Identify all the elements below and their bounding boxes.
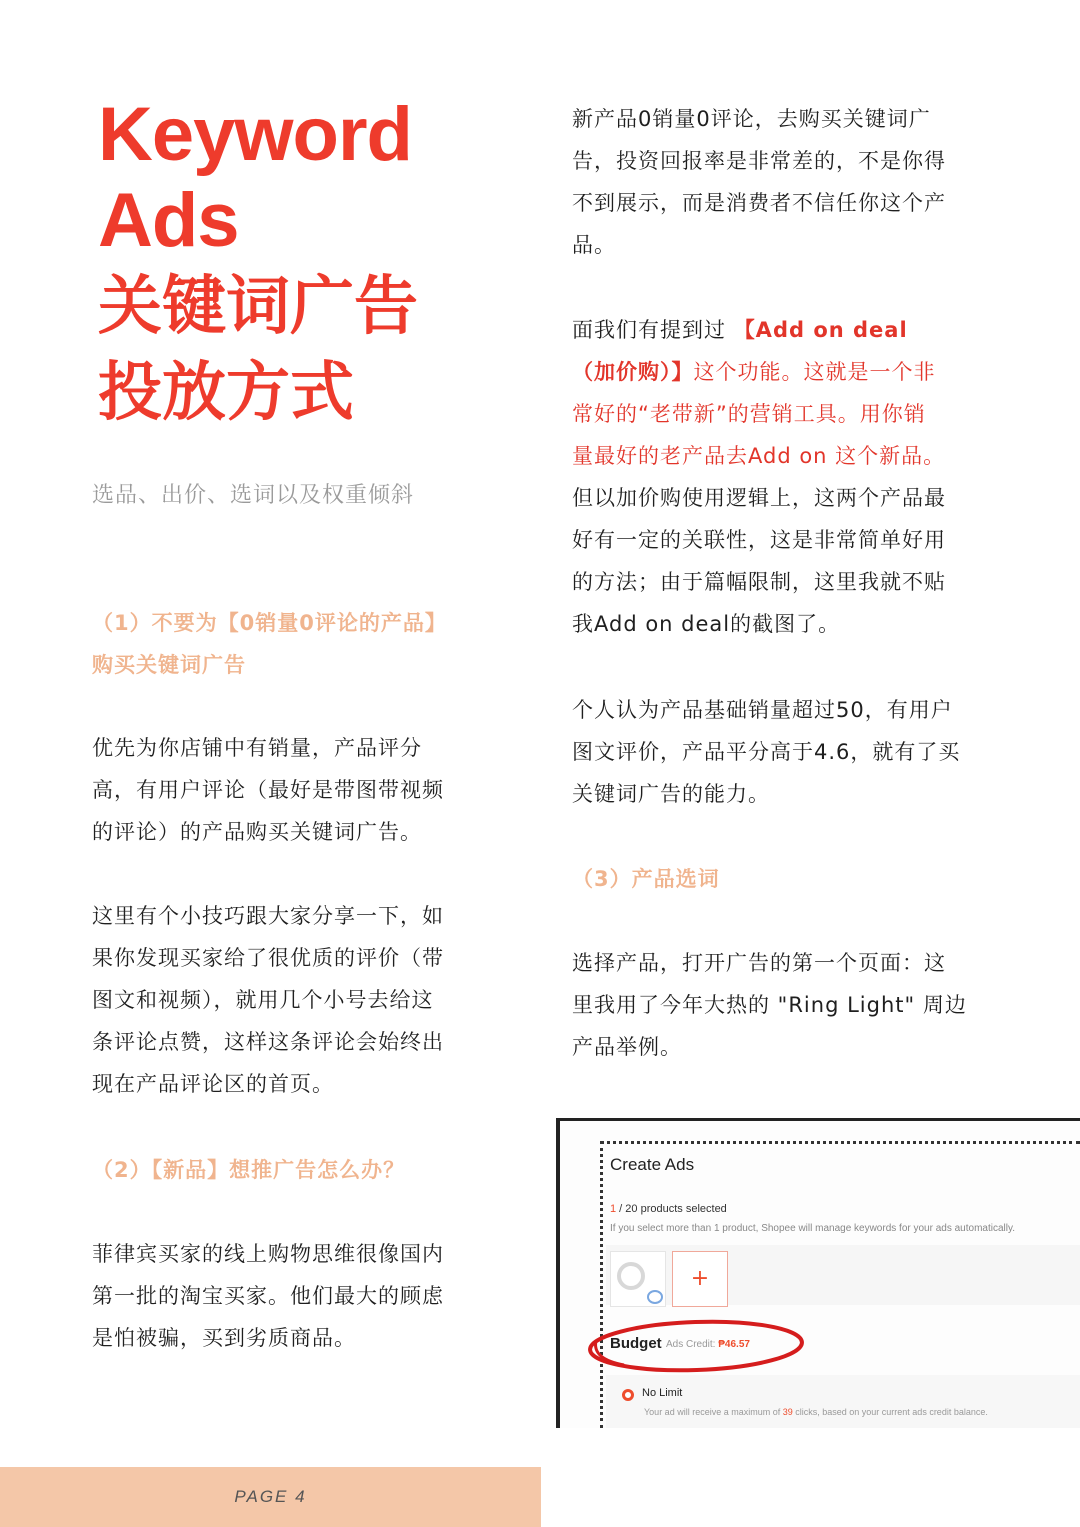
text-line: 果你发现买家给了很优质的评价（带 [92, 946, 444, 970]
text-line: 高，有用户评论（最好是带图带视频 [92, 778, 444, 802]
text-line: 图文和视频），就用几个小号去给这 [92, 988, 434, 1012]
text-line: 我Add on deal的截图了。 [572, 612, 841, 636]
limit-note [644, 1407, 988, 1417]
text-line: 个人认为产品基础销量超过50，有用户 [572, 698, 953, 722]
add-on-deal-highlight: 【Add on deal [733, 318, 908, 342]
text-span: 面我们有提到过 [572, 318, 734, 342]
create-ads-screenshot [556, 1118, 1080, 1428]
selection-note: If you select more than 1 product, Shopee will manage keywords for your ads automatically. [610, 1223, 1016, 1234]
text-line: 图文评价，产品平分高于4.6，就有了买 [572, 740, 961, 764]
products-selected-count [610, 1203, 727, 1215]
text-line: 但以加价购使用逻辑上，这两个产品最 [572, 486, 946, 510]
budget-label: Budget [610, 1335, 662, 1352]
create-ads-title: Create Ads [610, 1155, 695, 1174]
add-on-deal-cn-highlight: （加价购）】 [572, 360, 694, 384]
add-product-button[interactable]: + [672, 1251, 728, 1307]
text-line: 好有一定的关联性，这是非常简单好用 [572, 528, 946, 552]
section-heading-2: （2）【新品】想推广告怎么办？ [92, 1158, 406, 1182]
text-line [572, 351, 1012, 393]
paragraph-right-3 [572, 689, 1012, 815]
heading-line: 购买关键词广告 [92, 653, 246, 677]
limit-strip [606, 1375, 1080, 1428]
selected-text: / 20 products selected [616, 1203, 727, 1215]
dotted-border [600, 1141, 1080, 1144]
text-line: 这里有个小技巧跟大家分享一下，如 [92, 904, 444, 928]
limit-note-text: clicks, based on your current ads credit balance. [792, 1407, 988, 1417]
text-line: 的评论）的产品购买关键词广告。 [92, 820, 422, 844]
title-line-cn2: 投放方式 [98, 356, 354, 430]
text-line: 产品举例。 [572, 1035, 682, 1059]
text-line: 的方法；由于篇幅限制，这里我就不贴 [572, 570, 946, 594]
text-line [572, 309, 1012, 351]
paragraph-left-3 [92, 1233, 492, 1359]
paragraph-left-2 [92, 895, 492, 1105]
paragraph-right-1 [572, 98, 1012, 266]
credit-label: Ads Credit: [666, 1339, 719, 1350]
text-line: 关键词广告的能力。 [572, 782, 770, 806]
section-heading-3: （3）产品选词 [572, 867, 720, 891]
text-line: 品。 [572, 233, 616, 257]
page-footer [0, 1467, 541, 1527]
section-heading-1 [92, 602, 492, 686]
text-line: 里我用了今年大热的 "Ring Light" 周边 [572, 993, 967, 1017]
text-line: 是怕被骗，买到劣质商品。 [92, 1326, 356, 1350]
subtitle: 选品、出价、选词以及权重倾斜 [92, 483, 415, 508]
title-line-keyword: Keyword [98, 92, 412, 177]
heading-line: （1）不要为【0销量0评论的产品】 [92, 611, 447, 635]
paragraph-left-1 [92, 727, 492, 853]
ring-light-product-thumbnail[interactable] [610, 1251, 666, 1307]
title-line-ads: Ads [98, 178, 239, 263]
text-line: 不到展示，而是消费者不信任你这个产 [572, 191, 946, 215]
text-line: 选择产品，打开广告的第一个页面：这 [572, 951, 946, 975]
no-limit-label: No Limit [642, 1387, 683, 1399]
text-line: 告，投资回报率是非常差的，不是你得 [572, 149, 946, 173]
dotted-border [600, 1141, 603, 1428]
highlight-line: 常好的“老带新”的营销工具。用你销 [572, 402, 926, 426]
accessory-icon [647, 1290, 663, 1304]
limit-note-number: 39 [782, 1407, 793, 1417]
limit-note-text: Your ad will receive a maximum of [644, 1407, 783, 1417]
text-line: 第一批的淘宝买家。他们最大的顾虑 [92, 1284, 444, 1308]
highlight-line: 量最好的老产品去Add on 这个新品。 [572, 444, 946, 468]
page-number: PAGE 4 [234, 1487, 307, 1506]
paragraph-right-2 [572, 309, 1012, 645]
text-line: 条评论点赞，这样这条评论会始终出 [92, 1030, 444, 1054]
no-limit-radio[interactable] [622, 1389, 634, 1401]
ads-credit [666, 1339, 750, 1350]
ring-light-icon [617, 1262, 645, 1290]
page-title [98, 92, 538, 436]
title-line-cn1: 关键词广告 [98, 270, 418, 344]
credit-amount: ₱46.57 [718, 1339, 750, 1350]
text-line: 现在产品评论区的首页。 [92, 1072, 334, 1096]
text-line: 菲律宾买家的线上购物思维很像国内 [92, 1242, 444, 1266]
paragraph-right-4 [572, 942, 1012, 1068]
text-line: 新产品0销量0评论，去购买关键词广 [572, 107, 931, 131]
highlight-text: 这个功能。这就是一个非 [693, 360, 936, 384]
selected-number: 1 [610, 1203, 617, 1215]
text-line: 优先为你店铺中有销量，产品评分 [92, 736, 422, 760]
